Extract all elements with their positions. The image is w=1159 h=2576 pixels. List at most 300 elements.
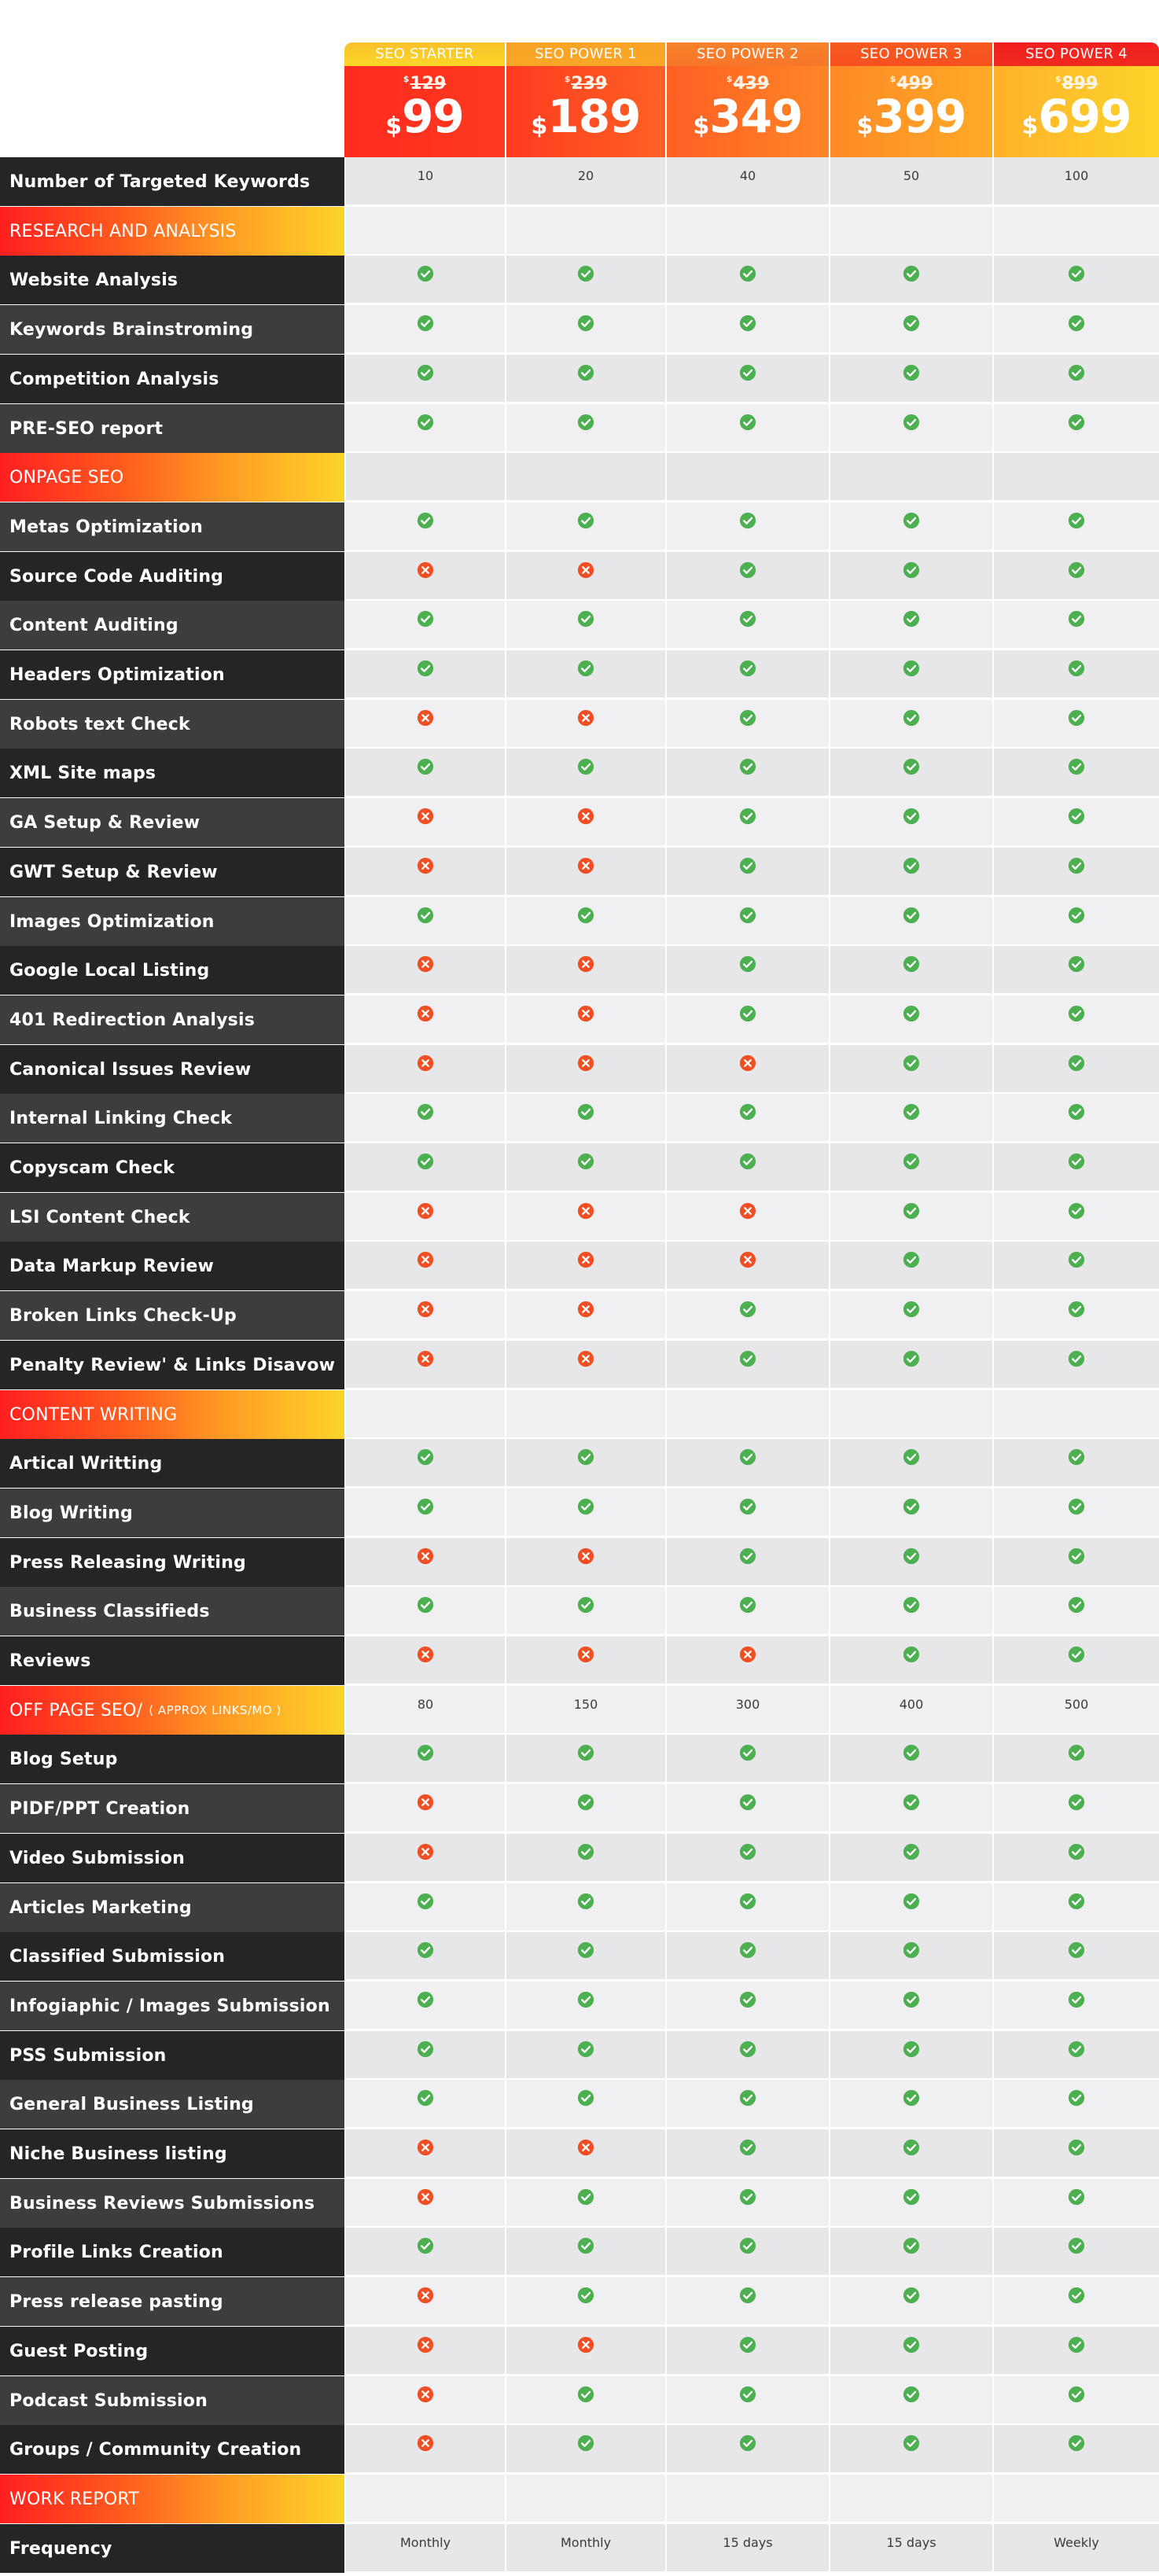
feature-label bbox=[0, 848, 344, 896]
feature-label bbox=[0, 995, 344, 1044]
check-icon bbox=[1068, 1941, 1085, 1959]
old-price-value: 439 bbox=[733, 74, 770, 94]
table-cell bbox=[505, 749, 665, 797]
check-icon bbox=[1068, 1893, 1085, 1910]
check-icon bbox=[903, 1744, 920, 1761]
table-cell bbox=[665, 2080, 829, 2129]
table-cell bbox=[344, 897, 505, 946]
check-icon bbox=[1068, 315, 1085, 332]
table-cell bbox=[665, 601, 829, 650]
check-icon bbox=[577, 315, 594, 332]
check-icon bbox=[577, 1941, 594, 1959]
check-icon bbox=[739, 1596, 756, 1614]
feature-label bbox=[0, 502, 344, 551]
check-icon bbox=[417, 2041, 434, 2058]
cross-icon bbox=[577, 2139, 594, 2156]
check-icon bbox=[417, 1991, 434, 2008]
table-cell bbox=[344, 848, 505, 896]
row-label-text: Copyscam Check bbox=[9, 1157, 175, 1178]
check-icon bbox=[417, 1893, 434, 1910]
table-cell bbox=[665, 2524, 829, 2573]
new-price bbox=[506, 90, 665, 143]
check-icon bbox=[739, 1448, 756, 1466]
table-cell bbox=[665, 1094, 829, 1143]
check-icon bbox=[577, 2434, 594, 2452]
cross-icon bbox=[577, 1202, 594, 1220]
table-row bbox=[0, 946, 1159, 995]
table-cell bbox=[665, 1735, 829, 1783]
table-cell bbox=[505, 1390, 665, 1439]
check-icon bbox=[1068, 1005, 1085, 1022]
table-cell bbox=[829, 1242, 992, 1290]
plan-name: SEO STARTER bbox=[344, 42, 505, 66]
feature-label bbox=[0, 552, 344, 601]
table-cell bbox=[344, 355, 505, 403]
table-cell bbox=[665, 1390, 829, 1439]
check-icon bbox=[739, 955, 756, 973]
table-cell bbox=[505, 1045, 665, 1094]
check-icon bbox=[903, 2336, 920, 2353]
check-icon bbox=[577, 660, 594, 677]
table-cell bbox=[992, 404, 1159, 453]
table-cell bbox=[505, 552, 665, 601]
table-cell bbox=[829, 601, 992, 650]
feature-label bbox=[0, 1341, 344, 1389]
check-icon bbox=[903, 1893, 920, 1910]
row-label-text: PRE-SEO report bbox=[9, 418, 164, 439]
check-icon bbox=[739, 2188, 756, 2206]
table-cell bbox=[665, 1045, 829, 1094]
check-icon bbox=[577, 364, 594, 381]
check-icon bbox=[739, 1893, 756, 1910]
cell-value: 100 bbox=[1064, 168, 1089, 183]
table-row bbox=[0, 2129, 1159, 2178]
table-cell bbox=[505, 2031, 665, 2080]
table-row bbox=[0, 2179, 1159, 2228]
check-icon bbox=[903, 2089, 920, 2107]
table-row bbox=[0, 2031, 1159, 2080]
table-cell bbox=[505, 1341, 665, 1389]
row-label-text: Broken Links Check-Up bbox=[9, 1305, 237, 1326]
table-cell bbox=[665, 404, 829, 453]
check-icon bbox=[739, 1005, 756, 1022]
row-label-text: ONPAGE SEO bbox=[9, 467, 124, 488]
table-cell bbox=[505, 453, 665, 502]
table-cell bbox=[665, 305, 829, 354]
cross-icon bbox=[417, 857, 434, 874]
check-icon bbox=[417, 1941, 434, 1959]
feature-label bbox=[0, 2277, 344, 2326]
table-cell bbox=[992, 1834, 1159, 1882]
table-row bbox=[0, 355, 1159, 403]
table-cell bbox=[992, 2376, 1159, 2425]
check-icon bbox=[903, 808, 920, 825]
check-icon bbox=[739, 2287, 756, 2304]
check-icon bbox=[1068, 265, 1085, 282]
check-icon bbox=[577, 2041, 594, 2058]
table-cell bbox=[505, 2228, 665, 2276]
row-label-text: Canonical Issues Review bbox=[9, 1059, 252, 1080]
check-icon bbox=[903, 1794, 920, 1811]
table-row bbox=[0, 1242, 1159, 1290]
table-cell bbox=[829, 1735, 992, 1783]
table-cell bbox=[829, 2179, 992, 2228]
feature-label bbox=[0, 1636, 344, 1685]
table-cell bbox=[665, 1982, 829, 2030]
table-cell bbox=[992, 1735, 1159, 1783]
table-cell bbox=[505, 2327, 665, 2375]
plan-name: SEO POWER 3 bbox=[830, 42, 992, 66]
check-icon bbox=[1068, 2434, 1085, 2452]
table-cell bbox=[505, 1686, 665, 1735]
table-cell bbox=[344, 1735, 505, 1783]
row-label-text: GA Setup & Review bbox=[9, 812, 201, 833]
old-price-value: 899 bbox=[1061, 74, 1098, 94]
table-cell bbox=[829, 848, 992, 896]
row-label-text: Press release pasting bbox=[9, 2291, 223, 2312]
table-cell bbox=[505, 700, 665, 749]
table-cell bbox=[344, 2475, 505, 2523]
check-icon bbox=[1068, 709, 1085, 727]
table-cell bbox=[505, 848, 665, 896]
table-cell bbox=[992, 2031, 1159, 2080]
table-cell bbox=[344, 2524, 505, 2573]
table-cell bbox=[344, 1143, 505, 1192]
table-cell bbox=[992, 1636, 1159, 1685]
table-cell bbox=[505, 207, 665, 256]
check-icon bbox=[417, 1448, 434, 1466]
table-cell bbox=[505, 1538, 665, 1587]
table-cell bbox=[992, 798, 1159, 847]
check-icon bbox=[577, 1744, 594, 1761]
check-icon bbox=[739, 1794, 756, 1811]
section-subtitle: ( APPROX LINKS/MO ) bbox=[149, 1703, 281, 1717]
check-icon bbox=[903, 2188, 920, 2206]
table-cell bbox=[505, 2376, 665, 2425]
check-icon bbox=[577, 2287, 594, 2304]
table-cell bbox=[344, 749, 505, 797]
table-row bbox=[0, 2524, 1159, 2573]
row-label-text: Frequency bbox=[9, 2538, 112, 2559]
cell-value: 300 bbox=[735, 1697, 760, 1712]
check-icon bbox=[903, 1301, 920, 1318]
check-icon bbox=[903, 1350, 920, 1367]
check-icon bbox=[577, 758, 594, 775]
table-cell bbox=[344, 1784, 505, 1833]
cell-value: 10 bbox=[417, 168, 434, 183]
table-cell bbox=[665, 2031, 829, 2080]
new-price-value: 189 bbox=[547, 90, 641, 143]
cell-value: 40 bbox=[739, 168, 756, 183]
row-label-text: WORK REPORT bbox=[9, 2489, 139, 2509]
check-icon bbox=[1068, 1498, 1085, 1515]
feature-label bbox=[0, 1982, 344, 2030]
table-cell bbox=[829, 2228, 992, 2276]
table-cell bbox=[829, 1143, 992, 1192]
check-icon bbox=[903, 1843, 920, 1860]
feature-label bbox=[0, 256, 344, 304]
table-cell bbox=[829, 157, 992, 206]
feature-label bbox=[0, 2129, 344, 2178]
table-cell bbox=[992, 2425, 1159, 2474]
check-icon bbox=[1068, 1350, 1085, 1367]
feature-label bbox=[0, 650, 344, 699]
old-price-value: 499 bbox=[896, 74, 933, 94]
table-cell bbox=[505, 2475, 665, 2523]
cross-icon bbox=[577, 561, 594, 579]
table-row bbox=[0, 2327, 1159, 2375]
table-cell bbox=[665, 552, 829, 601]
table-cell bbox=[344, 650, 505, 699]
table-row bbox=[0, 1045, 1159, 1094]
table-cell bbox=[505, 2129, 665, 2178]
table-cell bbox=[344, 256, 505, 304]
table-cell bbox=[344, 2080, 505, 2129]
table-row bbox=[0, 2425, 1159, 2474]
check-icon bbox=[1068, 660, 1085, 677]
table-cell bbox=[344, 1834, 505, 1882]
check-icon bbox=[417, 512, 434, 529]
cell-value: 15 days bbox=[723, 2535, 773, 2550]
row-label-text: Keywords Brainstroming bbox=[9, 319, 254, 340]
table-cell bbox=[992, 2129, 1159, 2178]
table-cell bbox=[344, 700, 505, 749]
table-cell bbox=[829, 897, 992, 946]
cross-icon bbox=[577, 1547, 594, 1565]
table-row bbox=[0, 1341, 1159, 1389]
row-label-text: Podcast Submission bbox=[9, 2390, 208, 2411]
check-icon bbox=[903, 1202, 920, 1220]
cross-icon bbox=[739, 1646, 756, 1663]
table-cell bbox=[344, 2425, 505, 2474]
feature-label bbox=[0, 1094, 344, 1143]
new-price-currency: $ bbox=[1021, 112, 1039, 140]
table-cell bbox=[665, 502, 829, 551]
section-title bbox=[0, 2475, 344, 2523]
row-label-text: Infogiaphic / Images Submission bbox=[9, 1996, 330, 2016]
table-cell bbox=[829, 453, 992, 502]
table-cell bbox=[829, 404, 992, 453]
table-cell bbox=[505, 1193, 665, 1242]
table-cell bbox=[992, 256, 1159, 304]
check-icon bbox=[903, 414, 920, 431]
row-label-text: Business Classifieds bbox=[9, 1601, 210, 1621]
cross-icon bbox=[417, 2287, 434, 2304]
check-icon bbox=[1068, 1301, 1085, 1318]
feature-label bbox=[0, 2425, 344, 2474]
table-row bbox=[0, 2228, 1159, 2276]
table-row bbox=[0, 2080, 1159, 2129]
table-cell bbox=[505, 1932, 665, 1981]
check-icon bbox=[577, 1498, 594, 1515]
table-cell bbox=[992, 1094, 1159, 1143]
check-icon bbox=[739, 561, 756, 579]
cross-icon bbox=[577, 2336, 594, 2353]
check-icon bbox=[1068, 364, 1085, 381]
new-price-currency: $ bbox=[856, 112, 874, 140]
table-cell bbox=[505, 995, 665, 1044]
check-icon bbox=[739, 512, 756, 529]
check-icon bbox=[903, 315, 920, 332]
old-price-value: 239 bbox=[571, 74, 608, 94]
check-icon bbox=[903, 1251, 920, 1268]
new-price-currency: $ bbox=[531, 112, 548, 140]
table-cell bbox=[344, 2228, 505, 2276]
check-icon bbox=[1068, 1202, 1085, 1220]
table-cell bbox=[505, 1094, 665, 1143]
check-icon bbox=[903, 955, 920, 973]
check-icon bbox=[739, 709, 756, 727]
check-icon bbox=[903, 1498, 920, 1515]
cell-value: 50 bbox=[903, 168, 920, 183]
old-price-currency: $ bbox=[726, 74, 733, 84]
row-label-text: Blog Setup bbox=[9, 1749, 118, 1769]
check-icon bbox=[417, 315, 434, 332]
table-row bbox=[0, 502, 1159, 551]
plan-name: SEO POWER 1 bbox=[506, 42, 665, 66]
table-cell bbox=[505, 256, 665, 304]
table-cell bbox=[992, 1242, 1159, 1290]
check-icon bbox=[417, 660, 434, 677]
table-cell bbox=[992, 2228, 1159, 2276]
table-cell bbox=[505, 946, 665, 995]
new-price-currency: $ bbox=[385, 112, 403, 140]
check-icon bbox=[577, 512, 594, 529]
section-row bbox=[0, 1686, 1159, 1735]
table-row bbox=[0, 1538, 1159, 1587]
table-row bbox=[0, 749, 1159, 797]
plan-price bbox=[344, 66, 505, 157]
check-icon bbox=[1068, 2089, 1085, 2107]
section-row bbox=[0, 2475, 1159, 2523]
table-cell bbox=[992, 601, 1159, 650]
cell-value: Monthly bbox=[399, 2535, 451, 2550]
table-row bbox=[0, 700, 1159, 749]
check-icon bbox=[739, 610, 756, 627]
check-icon bbox=[1068, 1794, 1085, 1811]
check-icon bbox=[739, 265, 756, 282]
table-cell bbox=[992, 2179, 1159, 2228]
table-cell bbox=[992, 1045, 1159, 1094]
check-icon bbox=[417, 1596, 434, 1614]
check-icon bbox=[577, 265, 594, 282]
cell-value: 20 bbox=[577, 168, 594, 183]
check-icon bbox=[1068, 2386, 1085, 2403]
table-row bbox=[0, 1291, 1159, 1340]
check-icon bbox=[739, 660, 756, 677]
check-icon bbox=[1068, 1843, 1085, 1860]
table-cell bbox=[829, 2031, 992, 2080]
table-cell bbox=[992, 552, 1159, 601]
check-icon bbox=[903, 2386, 920, 2403]
table-cell bbox=[829, 502, 992, 551]
table-cell bbox=[992, 1291, 1159, 1340]
check-icon bbox=[903, 1448, 920, 1466]
table-cell bbox=[665, 1291, 829, 1340]
plan-price bbox=[667, 66, 829, 157]
table-cell bbox=[829, 1982, 992, 2030]
check-icon bbox=[903, 907, 920, 924]
table-cell bbox=[992, 848, 1159, 896]
check-icon bbox=[577, 2089, 594, 2107]
table-cell bbox=[665, 1193, 829, 1242]
table-cell bbox=[505, 2425, 665, 2474]
cross-icon bbox=[417, 1350, 434, 1367]
table-cell bbox=[665, 256, 829, 304]
table-cell bbox=[344, 1686, 505, 1735]
check-icon bbox=[903, 512, 920, 529]
feature-label bbox=[0, 700, 344, 749]
table-cell bbox=[992, 1341, 1159, 1389]
table-cell bbox=[992, 157, 1159, 206]
plan-price bbox=[506, 66, 665, 157]
table-cell bbox=[665, 453, 829, 502]
table-row bbox=[0, 157, 1159, 206]
check-icon bbox=[417, 265, 434, 282]
check-icon bbox=[1068, 1103, 1085, 1121]
feature-label bbox=[0, 1587, 344, 1636]
check-icon bbox=[1068, 2287, 1085, 2304]
feature-label bbox=[0, 897, 344, 946]
table-cell bbox=[505, 798, 665, 847]
row-label-text: Articles Marketing bbox=[9, 1897, 192, 1918]
check-icon bbox=[1068, 2139, 1085, 2156]
check-icon bbox=[903, 1596, 920, 1614]
table-cell bbox=[829, 1341, 992, 1389]
feature-label bbox=[0, 1538, 344, 1587]
check-icon bbox=[1068, 758, 1085, 775]
feature-label bbox=[0, 2080, 344, 2129]
row-label-text: General Business Listing bbox=[9, 2094, 254, 2114]
table-cell bbox=[505, 897, 665, 946]
table-cell bbox=[665, 650, 829, 699]
table-cell bbox=[344, 1538, 505, 1587]
table-cell bbox=[665, 1341, 829, 1389]
row-label-text: Niche Business listing bbox=[9, 2144, 227, 2164]
table-cell bbox=[505, 1784, 665, 1833]
table-cell bbox=[992, 453, 1159, 502]
check-icon bbox=[903, 1547, 920, 1565]
table-cell bbox=[992, 2524, 1159, 2573]
check-icon bbox=[903, 2139, 920, 2156]
feature-label bbox=[0, 2376, 344, 2425]
cell-value: 500 bbox=[1064, 1697, 1089, 1712]
feature-label bbox=[0, 1242, 344, 1290]
cross-icon bbox=[577, 1301, 594, 1318]
feature-label bbox=[0, 404, 344, 453]
cross-icon bbox=[739, 1251, 756, 1268]
table-cell bbox=[344, 552, 505, 601]
table-cell bbox=[344, 1982, 505, 2030]
check-icon bbox=[739, 2237, 756, 2254]
table-cell bbox=[665, 2129, 829, 2178]
check-icon bbox=[739, 414, 756, 431]
table-cell bbox=[992, 1982, 1159, 2030]
table-cell bbox=[992, 1193, 1159, 1242]
check-icon bbox=[577, 1893, 594, 1910]
table-cell bbox=[829, 946, 992, 995]
cross-icon bbox=[417, 1646, 434, 1663]
table-row bbox=[0, 1834, 1159, 1882]
plan-column-1 bbox=[344, 42, 505, 157]
table-cell bbox=[829, 1094, 992, 1143]
check-icon bbox=[739, 1843, 756, 1860]
check-icon bbox=[1068, 1646, 1085, 1663]
table-cell bbox=[665, 2277, 829, 2326]
cross-icon bbox=[417, 561, 434, 579]
table-cell bbox=[505, 1143, 665, 1192]
check-icon bbox=[577, 2386, 594, 2403]
